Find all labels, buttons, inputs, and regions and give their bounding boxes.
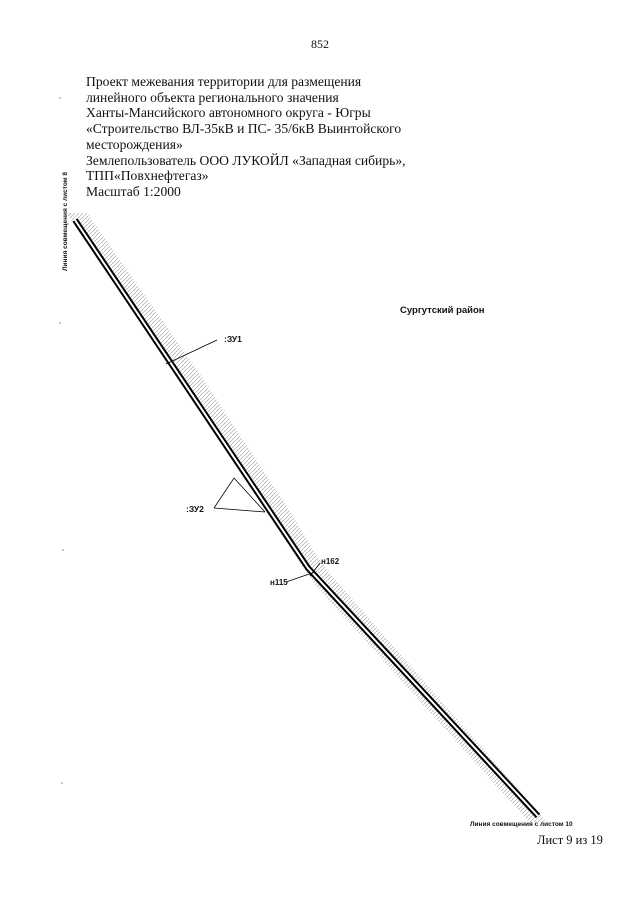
header-line: Землепользователь ООО ЛУКОЙЛ «Западная сибирь», — [86, 152, 406, 168]
header-line: ТПП«Повхнефтегаз» — [86, 168, 209, 184]
header-line: «Строительство ВЛ-35кВ и ПС- 35/6кВ Выинтойского — [86, 121, 402, 137]
match-line-bottom-label: Линия совмещения с листом 10 — [470, 821, 573, 828]
header-line: Масштаб 1:2000 — [86, 183, 181, 199]
district-label: Сургутский район — [400, 305, 485, 316]
header-line: Проект межевания территории для размещения — [86, 74, 362, 89]
page-number: 852 — [311, 37, 329, 51]
sheet-number: Лист 9 из 19 — [537, 833, 603, 847]
header-line: линейного объекта регионального значения — [86, 89, 339, 105]
parcel-label-zu2: :ЗУ2 — [186, 504, 204, 514]
point-label-n162: н162 — [321, 557, 340, 566]
point-label-n115: н115 — [270, 578, 288, 587]
match-line-top-label: Линия совмещения с листом 8 — [62, 172, 69, 271]
parcel-label-zu1: :ЗУ1 — [224, 334, 242, 344]
header-line: Ханты-Мансийского автономного округа - Югры — [86, 105, 371, 121]
header-line: месторождения» — [86, 136, 183, 152]
